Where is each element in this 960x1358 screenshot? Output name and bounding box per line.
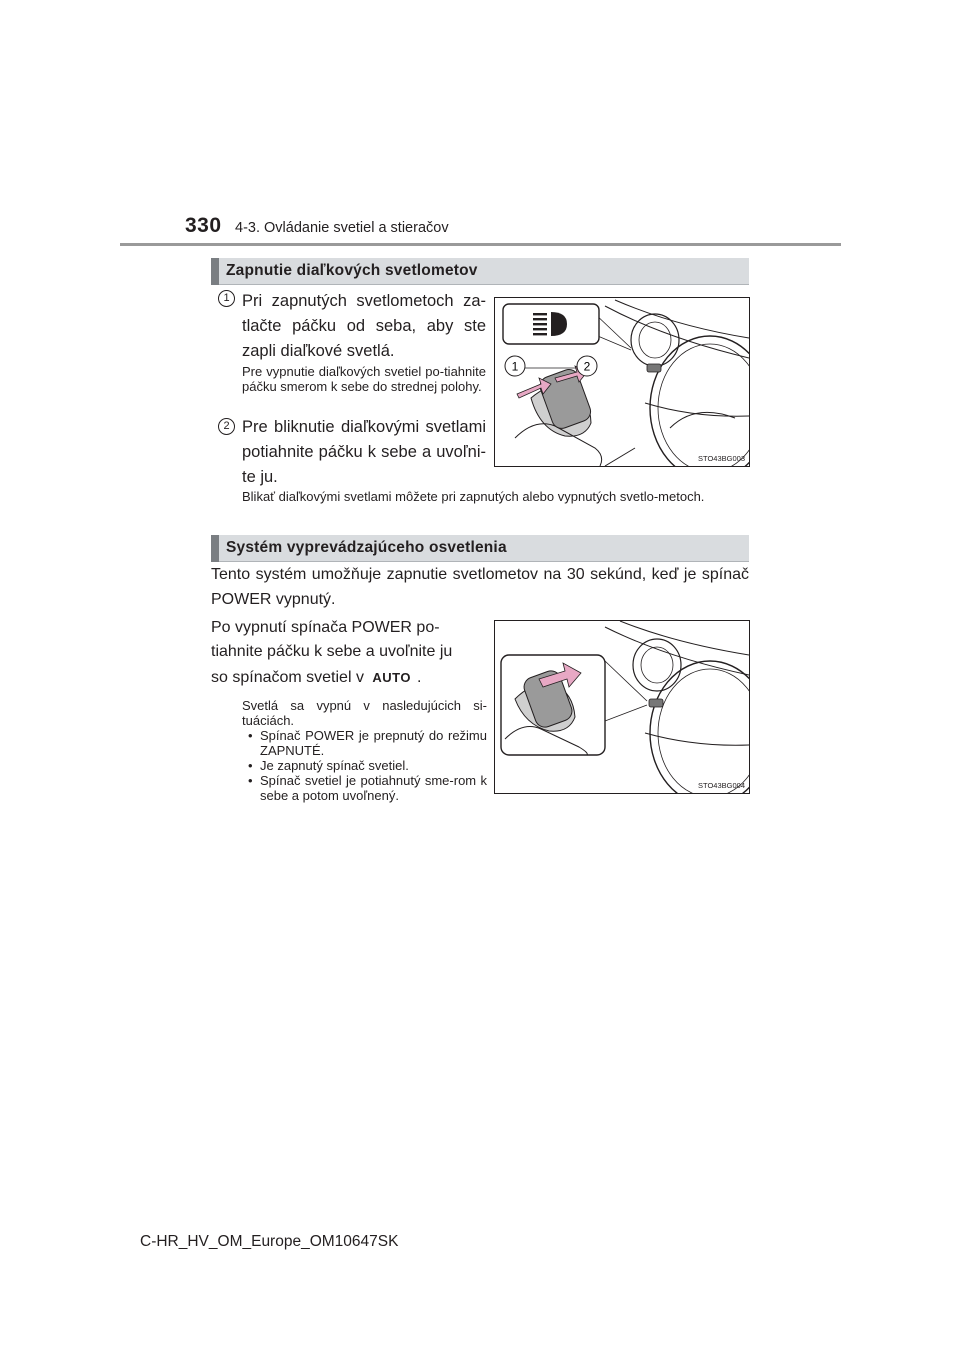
header-divider bbox=[120, 243, 841, 246]
callout-2-label: 2 bbox=[583, 359, 591, 374]
figure-code: STO43BG004 bbox=[698, 781, 745, 790]
section-title: 4-3. Ovládanie svetiel a stieračov bbox=[235, 220, 449, 236]
escort-lever-drawing bbox=[495, 621, 749, 793]
high-beam-heading-text: Zapnutie diaľkových svetlometov bbox=[226, 262, 478, 279]
escort-instruction-line-2: tiahnite páčku k sebe a uvoľnite ju bbox=[211, 643, 453, 660]
condition-item: • Spínač POWER je prepnutý do režimu ZAPNUTÉ. bbox=[242, 728, 487, 758]
high-beam-lever-drawing bbox=[495, 298, 749, 466]
escort-lighting-heading-text: Systém vyprevádzajúceho osvetlenia bbox=[226, 539, 507, 556]
escort-lighting-heading bbox=[211, 535, 749, 562]
heading-accent-bar bbox=[211, 258, 219, 285]
escort-instruction-line-1: Po vypnutí spínača POWER po- bbox=[211, 619, 440, 636]
instruction-text: so spínačom svetiel v bbox=[211, 669, 364, 686]
auto-symbol: AUTO bbox=[372, 670, 412, 685]
figure-code: STO43BG003 bbox=[698, 454, 745, 463]
escort-conditions bbox=[242, 698, 487, 803]
flash-note: Blikať diaľkovými svetlami môžete pri zapnutých alebo vypnutých svetlo-metoch. bbox=[242, 489, 705, 504]
step-2-number: 2 bbox=[218, 418, 235, 435]
step-1-number: 1 bbox=[218, 290, 235, 307]
instruction-end: . bbox=[417, 669, 422, 686]
step-1-text: Pri zapnutých svetlometoch za-tlačte páčku od seba, aby ste zapli diaľkové svetlá. bbox=[242, 292, 486, 360]
page-number: 330 bbox=[185, 214, 222, 237]
high-beam-heading bbox=[211, 258, 749, 285]
condition-item: • Spínač svetiel je potiahnutý sme-rom k sebe a potom uvoľnený. bbox=[242, 773, 487, 803]
escort-intro-text: Tento systém umožňuje zapnutie svetlometov na 30 sekúnd, keď je spínač POWER vypnutý. bbox=[211, 566, 749, 608]
callout-1-label: 1 bbox=[511, 359, 519, 374]
condition-item: • Je zapnutý spínač svetiel. bbox=[242, 758, 487, 773]
heading-accent-bar bbox=[211, 535, 219, 562]
high-beam-illustration bbox=[494, 297, 750, 467]
escort-lighting-illustration bbox=[494, 620, 750, 794]
escort-instruction-line-3 bbox=[211, 665, 486, 690]
document-code: C-HR_HV_OM_Europe_OM10647SK bbox=[140, 1233, 399, 1250]
step-2-text: Pre bliknutie diaľkovými svetlami potiahnite páčku k sebe a uvoľni-te ju. bbox=[242, 418, 486, 486]
conditions-intro: Svetlá sa vypnú v nasledujúcich si-tuáciách. bbox=[242, 698, 487, 728]
step-1-note: Pre vypnutie diaľkových svetiel po-tiahnite páčku smerom k sebe do strednej polohy. bbox=[242, 364, 486, 394]
conditions-list bbox=[242, 728, 487, 803]
